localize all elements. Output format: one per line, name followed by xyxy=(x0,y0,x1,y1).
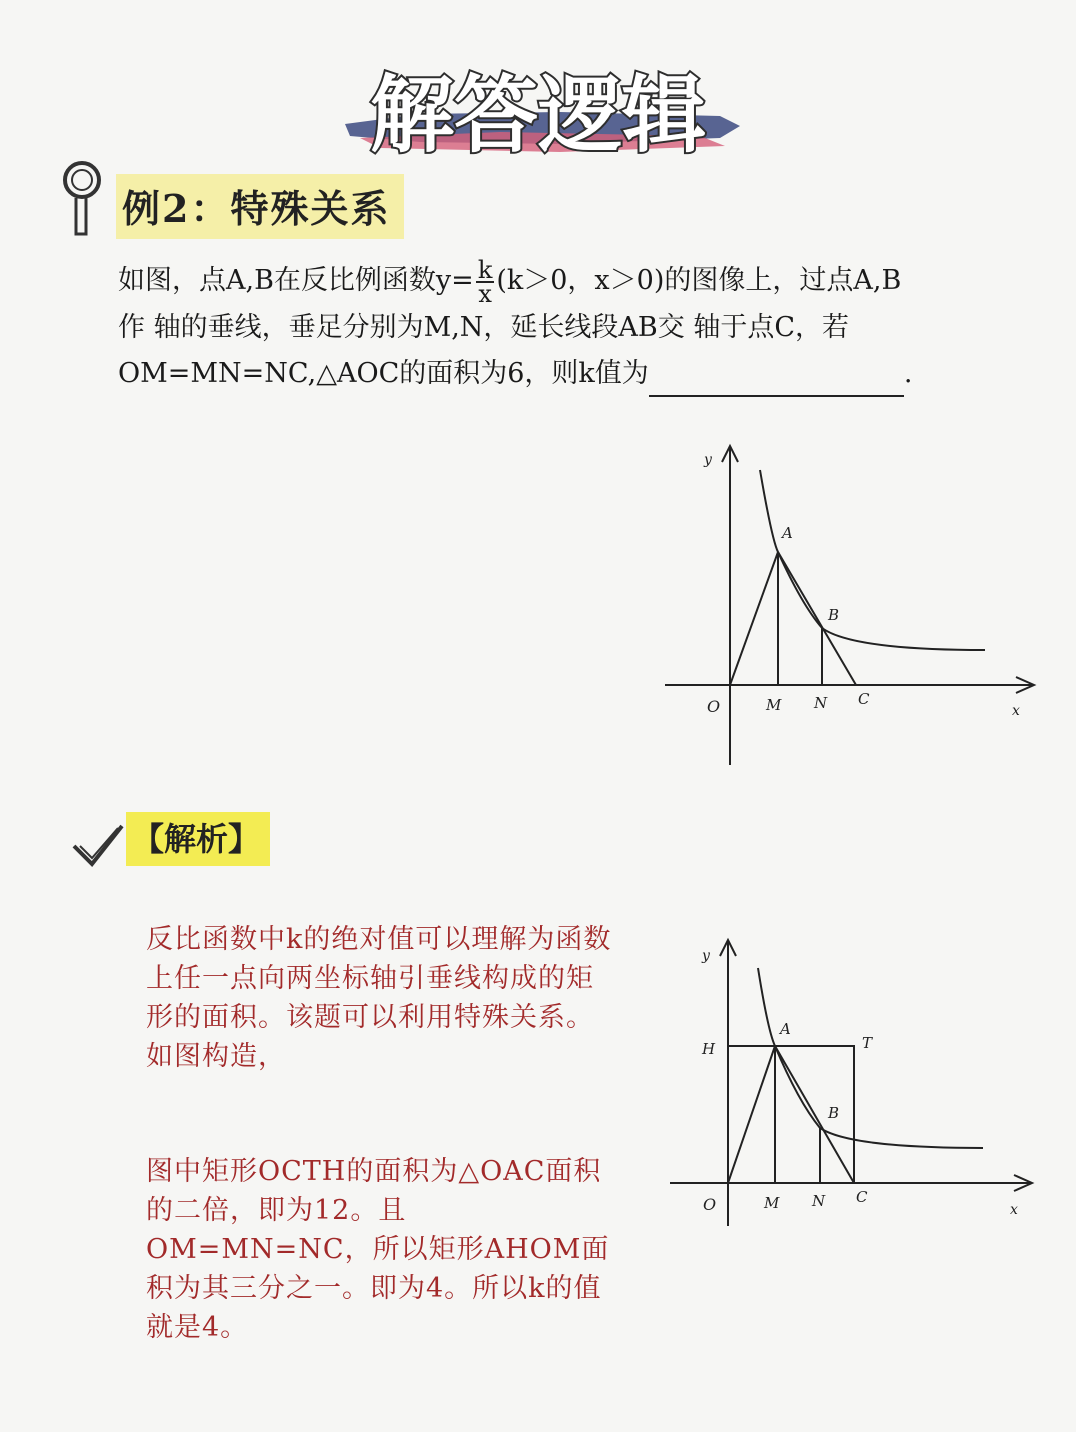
label-T: T xyxy=(862,1034,873,1052)
label-N: N xyxy=(812,1192,826,1210)
question-line-1: 如图，点A,B在反比例函数y= $\frac{k}{x}$ (k＞0，x＞0)的图像上，过点A,B xyxy=(118,255,902,308)
page-title: 解答逻辑 xyxy=(369,66,707,164)
label-M: M xyxy=(766,696,782,714)
example-label: 例2：特殊关系 xyxy=(116,174,404,239)
label-C: C xyxy=(858,690,870,708)
fraction: $\frac{k}{x}$ xyxy=(477,255,493,308)
question-line-3: OM=MN=NC,△AOC的面积为6，则k值为 . xyxy=(118,351,1018,397)
hyperbola-curve xyxy=(760,470,985,650)
label-N: N xyxy=(814,694,828,712)
label-y: y xyxy=(704,452,712,468)
label-A: A xyxy=(780,1020,791,1038)
figure-1 xyxy=(660,440,1050,770)
segment-AC xyxy=(775,1046,854,1183)
analysis-heading xyxy=(70,812,310,872)
segment-OA xyxy=(730,552,778,685)
label-y: y xyxy=(702,948,710,964)
explanation-paragraph-1: 反比函数中k的绝对值可以理解为函数上任一点向两坐标轴引垂线构成的矩形的面积。该题可以利用特殊关系。如图构造， xyxy=(146,924,612,1072)
magnifier-icon xyxy=(60,160,110,240)
label-O: O xyxy=(703,1195,717,1214)
label-O: O xyxy=(707,697,721,716)
checkmark-icon xyxy=(70,820,126,870)
label-B: B xyxy=(828,606,840,624)
figure-2 xyxy=(668,936,1048,1226)
label-A: A xyxy=(782,524,793,542)
hyperbola-curve xyxy=(758,968,983,1148)
question-text xyxy=(118,255,1018,397)
label-H: H xyxy=(702,1040,716,1058)
label-M: M xyxy=(764,1194,780,1212)
question-line-2: 作 轴的垂线，垂足分别为M,N，延长线段AB交 轴于点C，若 xyxy=(118,311,850,343)
analysis-label: 【解析】 xyxy=(126,812,270,866)
segment-AC xyxy=(778,552,856,685)
example-heading xyxy=(60,160,420,240)
segment-OA xyxy=(728,1046,775,1183)
label-B: B xyxy=(828,1104,840,1122)
label-C: C xyxy=(856,1188,868,1206)
answer-blank xyxy=(649,367,904,397)
explanation-paragraph-2: 图中矩形OCTH的面积为△OAC面积的二倍，即为12。且OM=MN=NC，所以矩形AHOM面积为其三分之一。即为4。所以k的值就是4。 xyxy=(146,1156,610,1343)
label-x: x xyxy=(1010,1202,1018,1218)
label-x: x xyxy=(1012,703,1020,719)
